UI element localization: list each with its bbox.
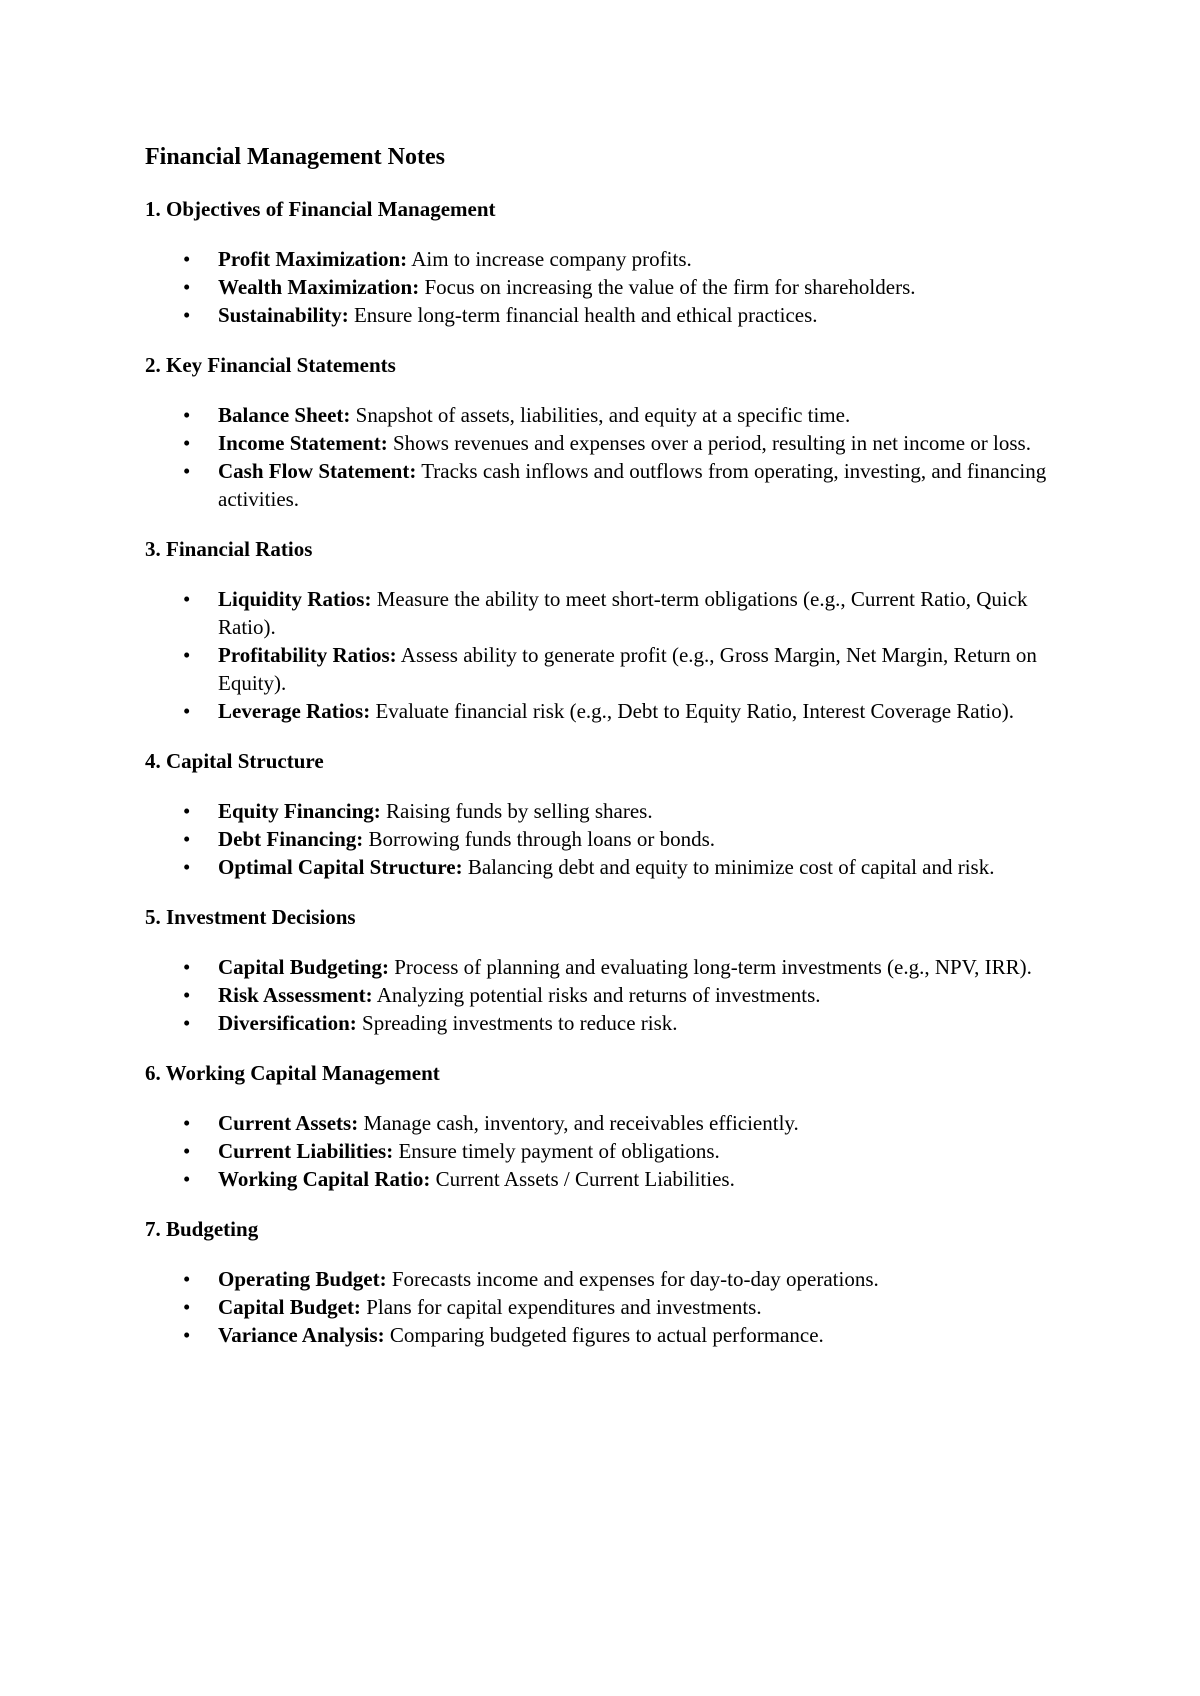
item-text: Ensure long-term financial health and ethical practices. xyxy=(353,303,818,327)
item-text: Analyzing potential risks and returns of investments. xyxy=(376,983,821,1007)
section-heading: 4. Capital Structure xyxy=(145,749,324,773)
list-item xyxy=(145,1293,1065,1321)
list-item xyxy=(145,1265,1065,1293)
section-objectives xyxy=(145,195,1065,329)
bullet-icon: • xyxy=(183,827,191,851)
bullet-icon: • xyxy=(183,955,191,979)
section-heading: 6. Working Capital Management xyxy=(145,1061,440,1085)
list-item xyxy=(145,457,1065,513)
bullet-list xyxy=(145,401,1065,513)
item-text: Process of planning and evaluating long-term investments (e.g., NPV, IRR). xyxy=(394,955,1032,979)
item-term: Sustainability: xyxy=(218,303,349,327)
section-heading: 5. Investment Decisions xyxy=(145,905,356,929)
item-text: Spreading investments to reduce risk. xyxy=(362,1011,678,1035)
item-term: Debt Financing: xyxy=(218,827,364,851)
bullet-icon: • xyxy=(183,431,191,455)
item-term: Balance Sheet: xyxy=(218,403,351,427)
bullet-icon: • xyxy=(183,1011,191,1035)
item-term: Current Liabilities: xyxy=(218,1139,394,1163)
item-text: Manage cash, inventory, and receivables efficiently. xyxy=(363,1111,799,1135)
item-text: Forecasts income and expenses for day-to-day operations. xyxy=(391,1267,879,1291)
list-item xyxy=(145,301,1065,329)
item-term: Capital Budget: xyxy=(218,1295,361,1319)
item-term: Capital Budgeting: xyxy=(218,955,389,979)
section-statements xyxy=(145,351,1065,513)
bullet-icon: • xyxy=(183,303,191,327)
item-text: Evaluate financial risk (e.g., Debt to Equity Ratio, Interest Coverage Ratio). xyxy=(375,699,1015,723)
section-working-capital xyxy=(145,1059,1065,1193)
item-term: Current Assets: xyxy=(218,1111,359,1135)
bullet-icon: • xyxy=(183,587,191,611)
item-text: Raising funds by selling shares. xyxy=(386,799,653,823)
section-capital-structure xyxy=(145,747,1065,881)
item-text: Current Assets / Current Liabilities. xyxy=(435,1167,735,1191)
item-term: Working Capital Ratio: xyxy=(218,1167,431,1191)
bullet-icon: • xyxy=(183,983,191,1007)
bullet-icon: • xyxy=(183,1267,191,1291)
list-item xyxy=(145,953,1065,981)
item-term: Wealth Maximization: xyxy=(218,275,420,299)
list-item xyxy=(145,429,1065,457)
section-heading: 7. Budgeting xyxy=(145,1217,259,1241)
bullet-list xyxy=(145,585,1065,725)
list-item xyxy=(145,1321,1065,1349)
bullet-list xyxy=(145,953,1065,1037)
item-term: Cash Flow Statement: xyxy=(218,459,417,483)
list-item xyxy=(145,853,1065,881)
section-budgeting xyxy=(145,1215,1065,1349)
list-item xyxy=(145,1137,1065,1165)
bullet-icon: • xyxy=(183,1139,191,1163)
item-text: Measure the ability to meet short-term obligations (e.g., Current Ratio, Quick Ratio). xyxy=(218,587,1028,639)
section-ratios xyxy=(145,535,1065,725)
list-item xyxy=(145,797,1065,825)
item-text: Tracks cash inflows and outflows from operating, investing, and financing activities. xyxy=(218,459,1047,511)
item-term: Diversification: xyxy=(218,1011,357,1035)
bullet-list xyxy=(145,245,1065,329)
item-term: Optimal Capital Structure: xyxy=(218,855,463,879)
list-item xyxy=(145,1009,1065,1037)
bullet-icon: • xyxy=(183,1323,191,1347)
list-item xyxy=(145,245,1065,273)
list-item xyxy=(145,401,1065,429)
item-text: Ensure timely payment of obligations. xyxy=(398,1139,720,1163)
bullet-icon: • xyxy=(183,643,191,667)
item-text: Balancing debt and equity to minimize cost of capital and risk. xyxy=(467,855,995,879)
bullet-icon: • xyxy=(183,247,191,271)
item-text: Plans for capital expenditures and investments. xyxy=(366,1295,762,1319)
item-term: Income Statement: xyxy=(218,431,388,455)
list-item xyxy=(145,641,1065,697)
list-item xyxy=(145,1165,1065,1193)
item-text: Borrowing funds through loans or bonds. xyxy=(368,827,715,851)
item-term: Variance Analysis: xyxy=(218,1323,385,1347)
item-term: Leverage Ratios: xyxy=(218,699,371,723)
item-text: Snapshot of assets, liabilities, and equity at a specific time. xyxy=(355,403,851,427)
document-title: Financial Management Notes xyxy=(145,144,445,170)
item-text: Assess ability to generate profit (e.g., Gross Margin, Net Margin, Return on Equity). xyxy=(218,643,1037,695)
bullet-icon: • xyxy=(183,1167,191,1191)
item-text: Focus on increasing the value of the firm for shareholders. xyxy=(424,275,916,299)
item-term: Operating Budget: xyxy=(218,1267,387,1291)
bullet-icon: • xyxy=(183,1295,191,1319)
item-term: Equity Financing: xyxy=(218,799,381,823)
item-term: Profit Maximization: xyxy=(218,247,408,271)
list-item xyxy=(145,273,1065,301)
bullet-list xyxy=(145,1265,1065,1349)
item-text: Shows revenues and expenses over a period, resulting in net income or loss. xyxy=(392,431,1031,455)
item-text: Comparing budgeted figures to actual performance. xyxy=(389,1323,824,1347)
section-heading: 1. Objectives of Financial Management xyxy=(145,197,496,221)
item-term: Profitability Ratios: xyxy=(218,643,397,667)
list-item xyxy=(145,585,1065,641)
bullet-list xyxy=(145,797,1065,881)
section-heading: 2. Key Financial Statements xyxy=(145,353,396,377)
list-item xyxy=(145,825,1065,853)
bullet-icon: • xyxy=(183,1111,191,1135)
bullet-icon: • xyxy=(183,699,191,723)
bullet-icon: • xyxy=(183,459,191,483)
document-page xyxy=(145,142,1065,1371)
bullet-icon: • xyxy=(183,275,191,299)
item-term: Risk Assessment: xyxy=(218,983,373,1007)
item-term: Liquidity Ratios: xyxy=(218,587,372,611)
list-item xyxy=(145,1109,1065,1137)
bullet-icon: • xyxy=(183,799,191,823)
bullet-icon: • xyxy=(183,855,191,879)
bullet-list xyxy=(145,1109,1065,1193)
item-text: Aim to increase company profits. xyxy=(411,247,692,271)
bullet-icon: • xyxy=(183,403,191,427)
section-investment-decisions xyxy=(145,903,1065,1037)
list-item xyxy=(145,697,1065,725)
section-heading: 3. Financial Ratios xyxy=(145,537,313,561)
list-item xyxy=(145,981,1065,1009)
